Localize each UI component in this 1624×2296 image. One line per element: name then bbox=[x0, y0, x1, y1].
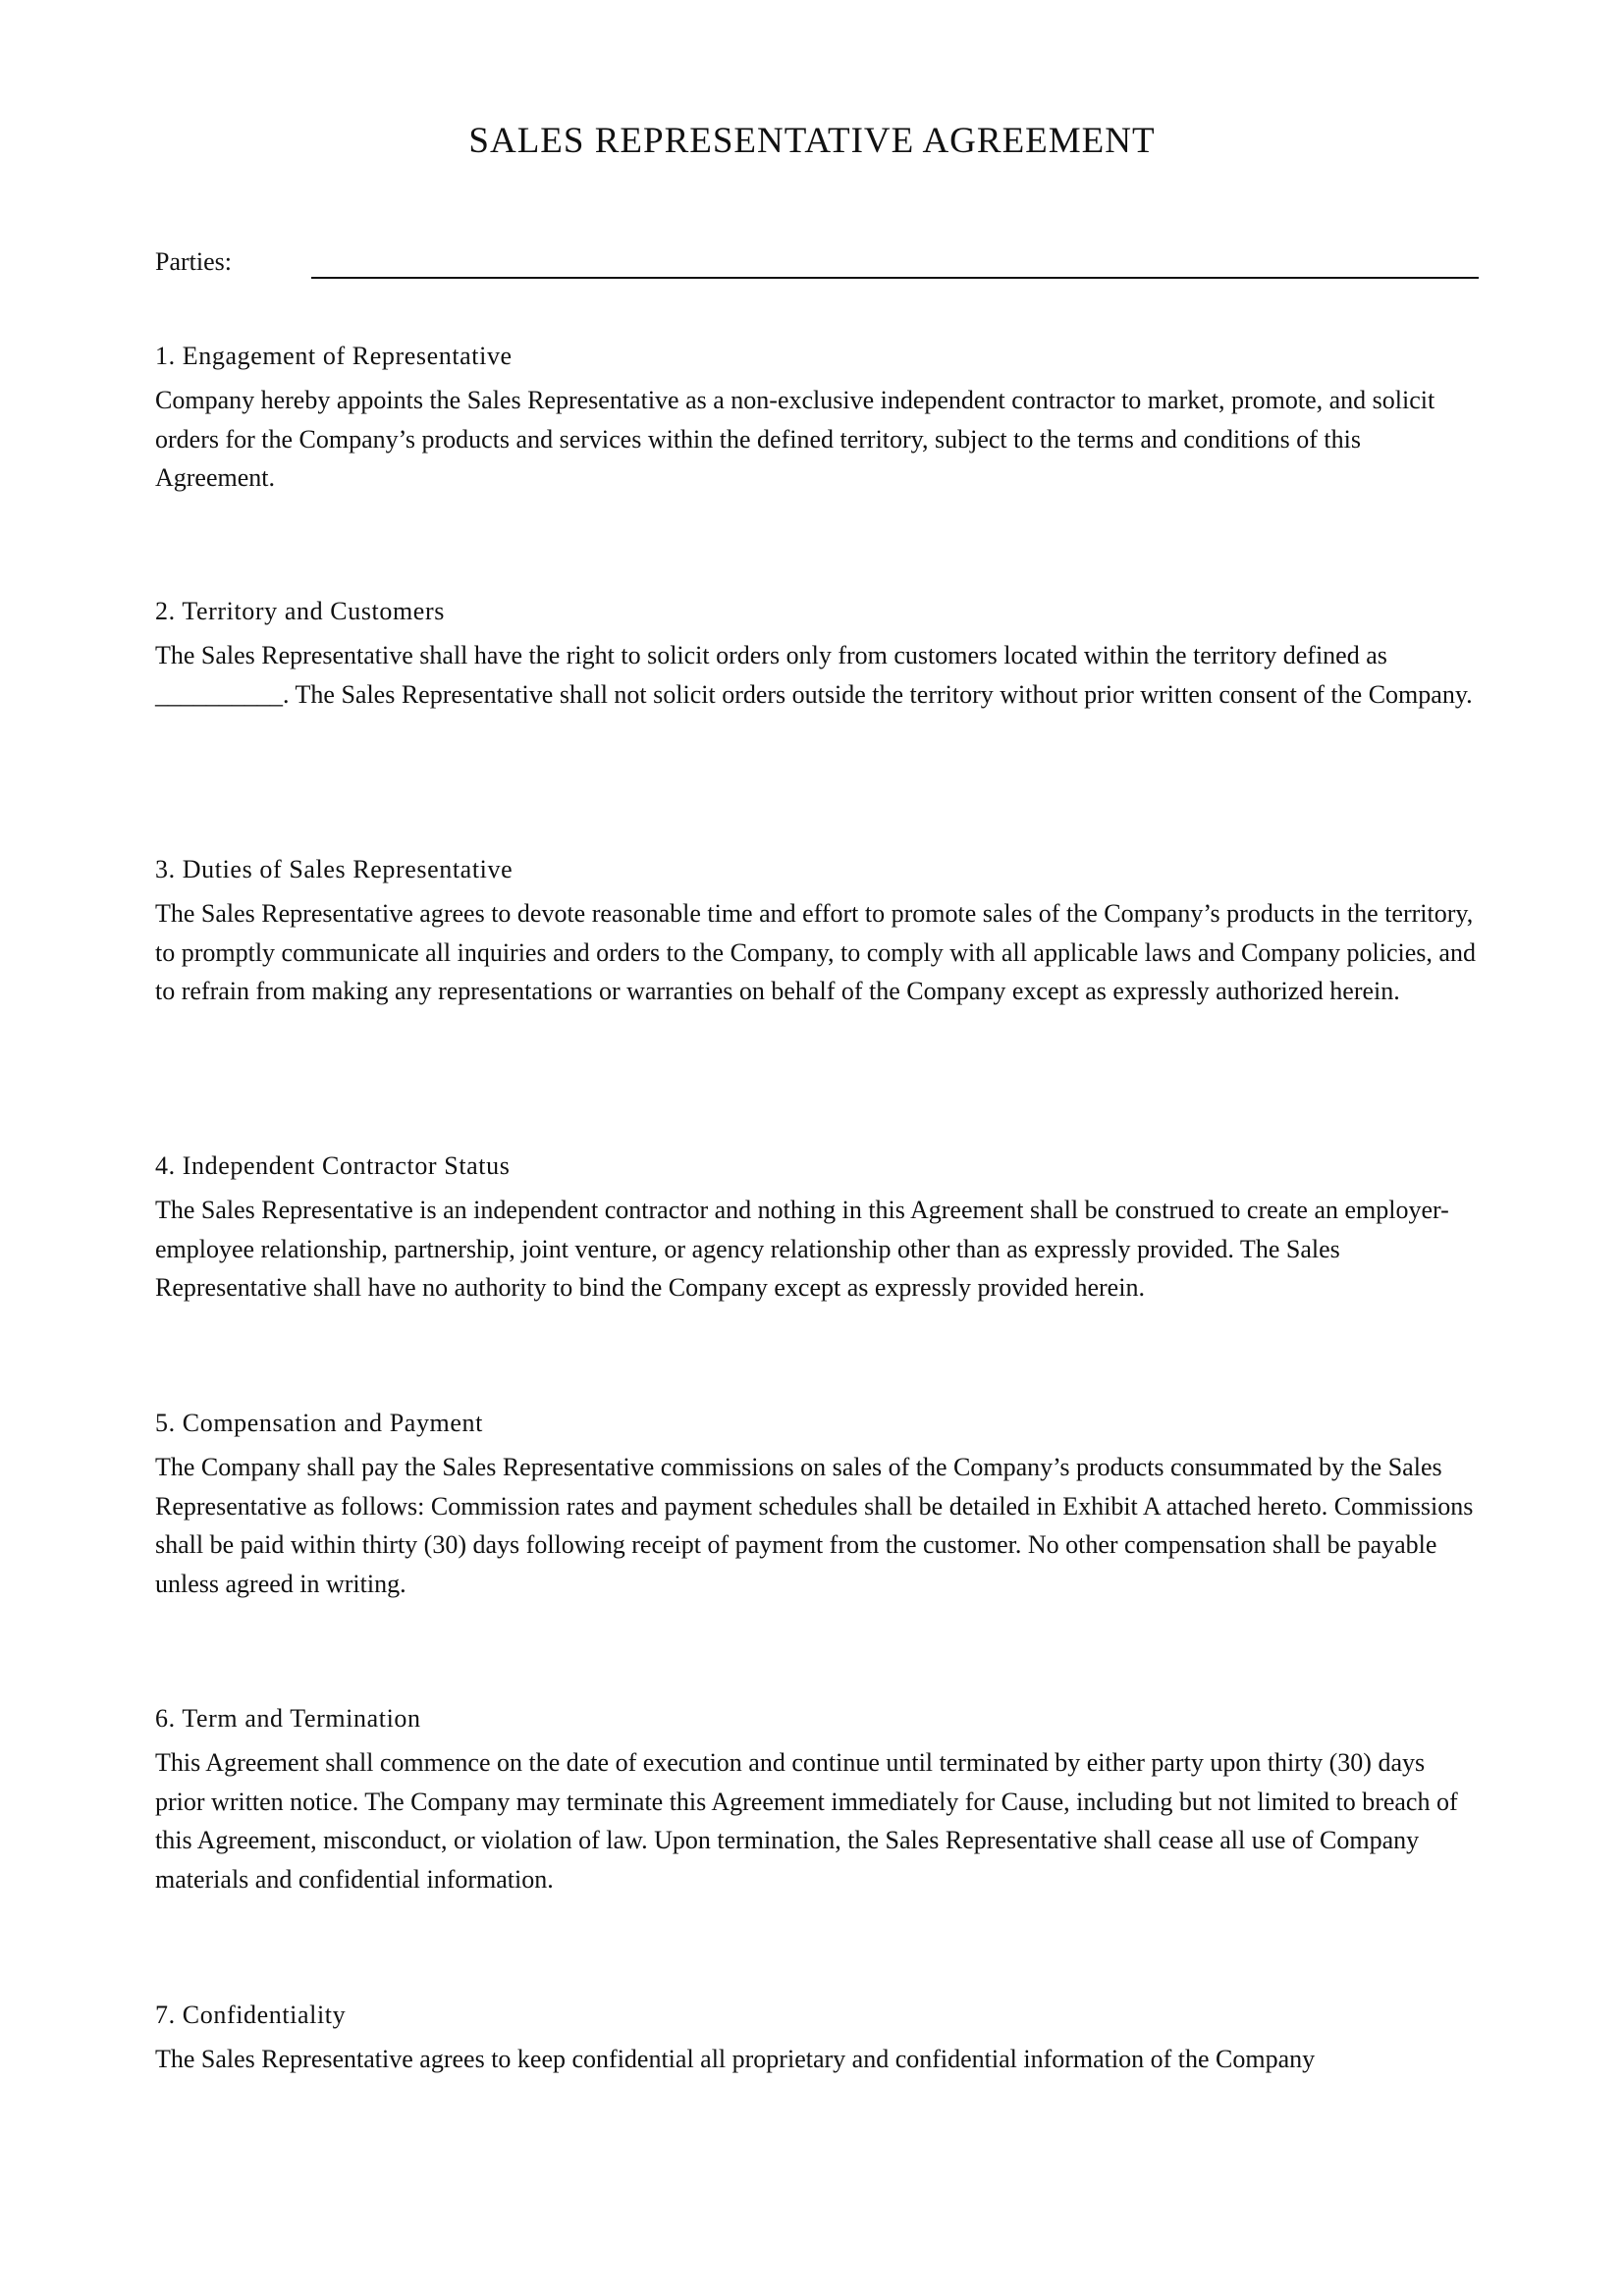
section-territory bbox=[155, 595, 1481, 714]
parties-signature-line bbox=[311, 277, 1479, 279]
section-compensation bbox=[155, 1407, 1481, 1603]
section-heading: 6. Term and Termination bbox=[155, 1704, 421, 1733]
section-confidentiality bbox=[155, 1999, 1481, 2079]
section-heading: 3. Duties of Sales Representative bbox=[155, 855, 514, 883]
section-heading: 1. Engagement of Representative bbox=[155, 342, 513, 370]
parties-label: Parties: bbox=[155, 247, 232, 276]
section-heading: 7. Confidentiality bbox=[155, 2001, 347, 2029]
section-term-termination bbox=[155, 1702, 1481, 1898]
section-heading: 4. Independent Contractor Status bbox=[155, 1151, 511, 1180]
section-body: The Company shall pay the Sales Representative commissions on sales of the Company’s products consummated by the Sales Representative as follows: Commission rates and payment schedules shall be detailed in Exhibit A attached hereto. Commissions shall be paid within thirty (30) days following receipt of payment from the customer. No other compensation shall be payable unless agreed in writing. bbox=[155, 1453, 1474, 1598]
section-body: This Agreement shall commence on the date of execution and continue until terminated by either party upon thirty (30) days prior written notice. The Company may terminate this Agreement immediately for Cause, including but not limited to breach of this Agreement, misconduct, or violation of law. Upon termination, the Sales Representative shall cease all use of Company materials and confidential information. bbox=[155, 1748, 1458, 1894]
section-independent-contractor bbox=[155, 1149, 1481, 1308]
section-heading: 2. Territory and Customers bbox=[155, 597, 445, 625]
section-engagement bbox=[155, 340, 1481, 498]
document-title: SALES REPRESENTATIVE AGREEMENT bbox=[468, 121, 1156, 161]
section-body: Company hereby appoints the Sales Representative as a non-exclusive independent contractor to market, promote, and solicit orders for the Company’s products and services within the defined territory, subject to the terms and conditions of this Agreement. bbox=[155, 386, 1435, 492]
section-body: The Sales Representative agrees to keep confidential all proprietary and confidential information of the Company bbox=[155, 2045, 1316, 2073]
section-body: The Sales Representative shall have the right to solicit orders only from customers located within the territory defined as __________. The Sales Representative shall not solicit orders outside the territory without prior written consent of the Company. bbox=[155, 641, 1473, 709]
section-body: The Sales Representative is an independent contractor and nothing in this Agreement shall be construed to create an employer-employee relationship, partnership, joint venture, or agency relationship other than as expressly provided. The Sales Representative shall have no authority to bind the Company except as expressly provided herein. bbox=[155, 1196, 1449, 1302]
section-duties bbox=[155, 853, 1481, 1011]
section-body: The Sales Representative agrees to devote reasonable time and effort to promote sales of the Company’s products in the territory, to promptly communicate all inquiries and orders to the Company, to comply with all applicable laws and Company policies, and to refrain from making any representations or warranties on behalf of the Company except as expressly authorized herein. bbox=[155, 899, 1476, 1005]
section-heading: 5. Compensation and Payment bbox=[155, 1409, 483, 1437]
